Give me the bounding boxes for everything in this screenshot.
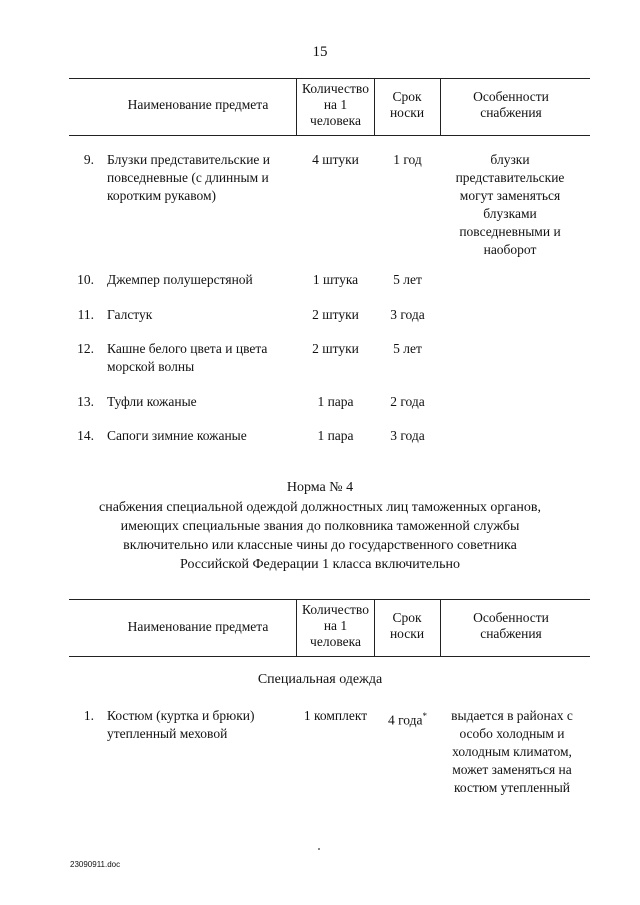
item-quantity: 1 штука: [312, 272, 359, 287]
table1-divider-2: [374, 78, 375, 135]
table2-header-name: Наименование предмета: [127, 619, 269, 634]
table1-header-term: Срок носки: [389, 89, 425, 120]
scan-speck: [318, 848, 320, 850]
item-term: 3 года: [390, 428, 425, 443]
item-term: [375, 707, 440, 730]
page-number: 15: [312, 44, 328, 60]
table1-header-bottom-rule: [69, 135, 590, 136]
table1-header-top-rule: [69, 78, 590, 79]
item-quantity: 2 штуки: [312, 341, 359, 356]
norm-line-2: имеющих специальные звания до полковника таможенной службы: [120, 519, 520, 534]
table2-divider-2: [374, 599, 375, 656]
section-heading: Специальная одежда: [257, 672, 383, 687]
table1-divider-3: [440, 78, 441, 135]
table1-header-quantity: Количество на 1 человека: [302, 81, 369, 128]
item-name: Костюм (куртка и брюки) утепленный меховой: [107, 708, 255, 741]
table1-header-notes: Особенности снабжения: [473, 89, 549, 120]
table2-divider-3: [440, 599, 441, 656]
item-name: Кашне белого цвета и цвета морской волны: [107, 341, 268, 374]
norm-title: Норма № 4: [286, 480, 354, 495]
footnote-mark: *: [422, 711, 428, 721]
norm-line-3: включительно или классные чины до государственного советника: [123, 538, 517, 553]
item-quantity: 1 пара: [317, 428, 354, 443]
table2-header-top-rule: [69, 599, 590, 600]
footer-filename: 23090911.doc: [70, 860, 121, 869]
table1-header-name: Наименование предмета: [127, 97, 269, 112]
item-term: 5 лет: [393, 272, 422, 287]
norm-line-4: Российской Федерации 1 класса включительно: [180, 557, 460, 572]
item-term: 1 год: [393, 152, 422, 167]
item-name: Блузки представительские и повседневные (с длинным и коротким рукавом): [107, 152, 271, 203]
item-notes: блузки представительские могут заменяться блузками повседневными и наоборот: [455, 152, 565, 257]
item-term: 2 года: [390, 394, 425, 409]
item-name: Галстук: [107, 307, 153, 322]
item-term: 3 года: [390, 307, 425, 322]
row-number: 14.: [77, 428, 94, 443]
item-quantity: 1 комплект: [303, 708, 368, 723]
table2-header-bottom-rule: [69, 656, 590, 657]
item-name: Сапоги зимние кожаные: [107, 428, 247, 443]
table2-header-notes: Особенности снабжения: [473, 610, 549, 641]
item-name: Туфли кожаные: [107, 394, 197, 409]
item-quantity: 2 штуки: [312, 307, 359, 322]
item-name: Джемпер полушерстяной: [107, 272, 253, 287]
table2-header-quantity: Количество на 1 человека: [302, 602, 369, 649]
item-term: 5 лет: [393, 341, 422, 356]
item-term-value: 4 года: [387, 712, 423, 728]
item-notes: выдается в районах с особо холодным и холодным климатом, может заменяться на костюм утепленный: [451, 708, 573, 795]
item-quantity: 1 пара: [317, 394, 354, 409]
row-number: 11.: [77, 307, 94, 322]
table2-header-term: Срок носки: [389, 610, 425, 641]
row-number: 10.: [77, 272, 94, 287]
norm-line-1: снабжения специальной одеждой должностных лиц таможенных органов,: [99, 500, 541, 515]
item-quantity: 4 штуки: [312, 152, 359, 167]
row-number: 13.: [77, 394, 94, 409]
row-number: 9.: [83, 152, 94, 167]
row-number: 1.: [83, 708, 94, 723]
row-number: 12.: [77, 341, 94, 356]
